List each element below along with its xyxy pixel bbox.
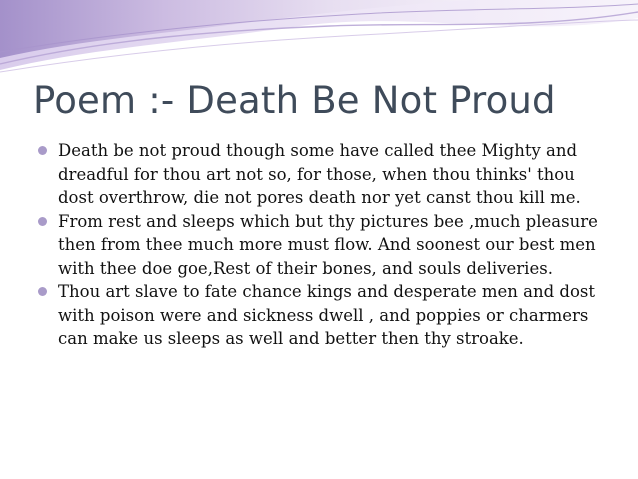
bullet-text: Death be not proud though some have called thee Mighty and dreadful for thou art not so, for those, when thou thinks' thou dost overthrow, die not pores death nor yet canst thou kill me. [58,141,581,207]
bullet-icon [38,287,47,296]
bullet-icon [38,146,47,155]
bullet-item [38,210,613,281]
bullet-text: Thou art slave to fate chance kings and desperate men and dost with poison were and sickness dwell , and poppies or charmers can make us sleeps as well and better then thy stroake. [58,282,596,348]
slide-title: Poem :- Death Be Not Proud [33,79,556,122]
bullet-icon [38,217,47,226]
bullet-item [38,139,613,210]
bullet-list [38,139,613,351]
bullet-item [38,280,613,351]
bullet-text: From rest and sleeps which but thy pictures bee ,much pleasure then from thee much more must flow. And soonest our best men with thee doe goe,Rest of their bones, and souls deliveries. [58,211,598,278]
